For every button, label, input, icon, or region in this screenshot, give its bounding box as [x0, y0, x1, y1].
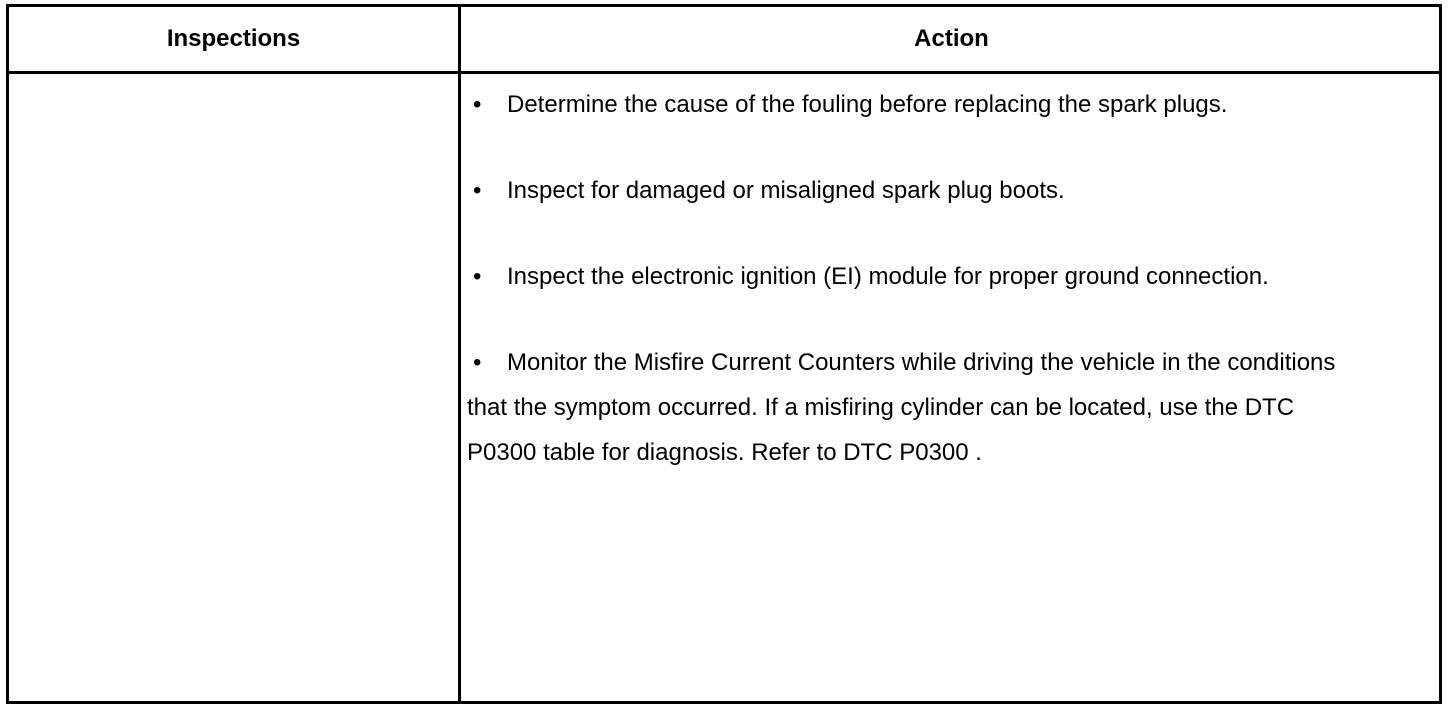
bullet: •: [473, 349, 482, 376]
header-divider: [9, 71, 1439, 74]
action-item: [467, 168, 1347, 213]
header-action: Action: [914, 25, 989, 52]
bullet: •: [473, 263, 482, 290]
bullet: •: [473, 177, 482, 204]
column-divider: [458, 7, 461, 701]
action-item: [467, 340, 1347, 475]
action-item: [467, 82, 1347, 127]
action-cell: [467, 82, 1347, 516]
action-item-text: Inspect for damaged or misaligned spark plug boots.: [507, 177, 1065, 204]
action-item-text: Monitor the Misfire Current Counters while driving the vehicle in the conditions that the symptom occurred. If a misfiring cylinder can be located, use the DTC P0300 table for diagnosis. Refer to DTC P0300 .: [467, 349, 1336, 466]
action-item-text: Inspect the electronic ignition (EI) module for proper ground connection.: [507, 263, 1269, 290]
bullet: •: [473, 91, 482, 118]
action-item: [467, 254, 1347, 299]
header-inspections: Inspections: [166, 25, 301, 52]
action-item-text: Determine the cause of the fouling before replacing the spark plugs.: [507, 91, 1228, 118]
